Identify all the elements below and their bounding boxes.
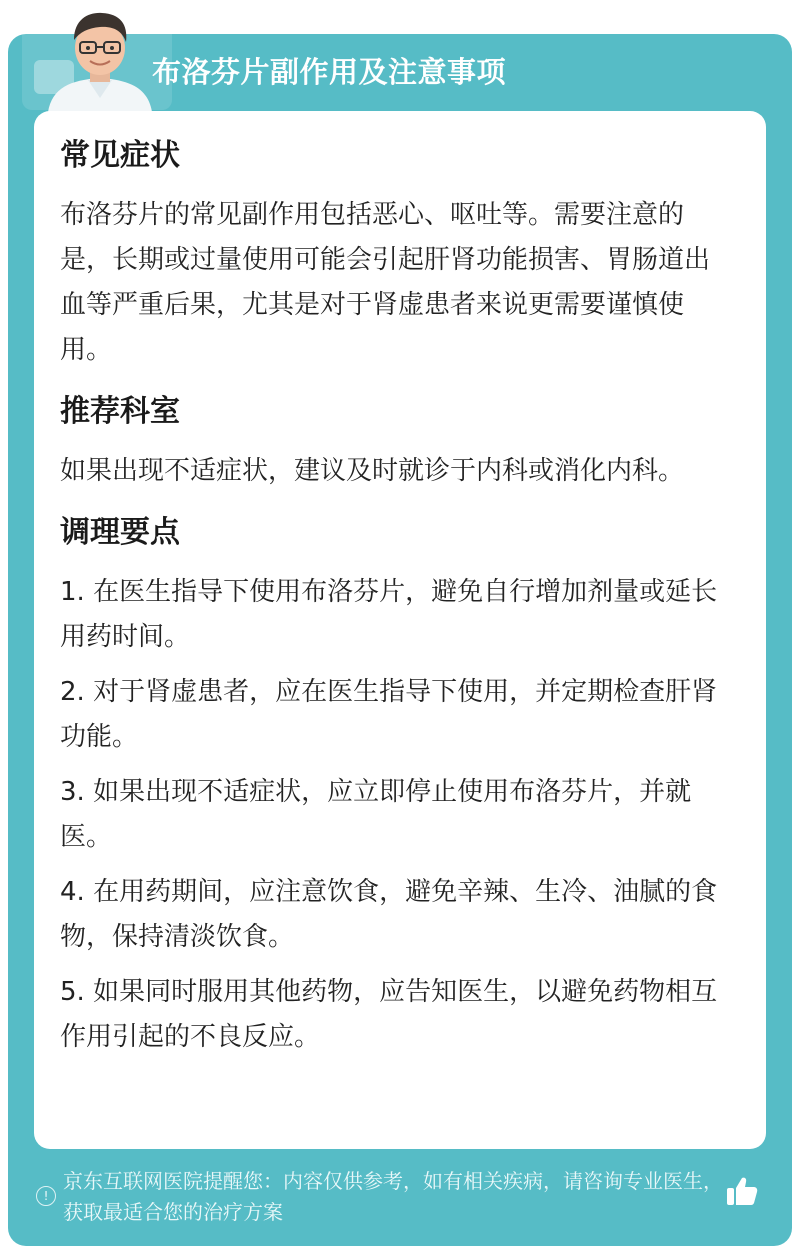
footer-disclaimer: 京东互联网医院提醒您：内容仅供参考，如有相关疾病，请咨询专业医生，获取最适合您的治疗方案 [63, 1169, 723, 1224]
list-item: 5. 如果同时服用其他药物，应告知医生，以避免药物相互作用引起的不良反应。 [60, 977, 718, 1052]
page-title: 布洛芬片副作用及注意事项 [152, 55, 507, 89]
section-title-care: 调理要点 [60, 515, 180, 550]
section-title-department: 推荐科室 [60, 394, 180, 429]
card-content [60, 131, 730, 1070]
section-text-department: 如果出现不适症状，建议及时就诊于内科或消化内科。 [60, 456, 685, 486]
section-title-symptoms: 常见症状 [60, 138, 180, 173]
list-item: 2. 对于肾虚患者，应在医生指导下使用，并定期检查肝肾功能。 [60, 677, 718, 752]
list-item: 3. 如果出现不适症状，应立即停止使用布洛芬片，并就医。 [60, 777, 692, 852]
footer [36, 1166, 796, 1236]
section-text-symptoms: 布洛芬片的常见副作用包括恶心、呕吐等。需要注意的是，长期或过量使用可能会引起肝肾功能损害、胃肠道出血等严重后果，尤其是对于肾虚患者来说更需要谨慎使用。 [60, 200, 711, 365]
info-icon: ! [36, 1186, 56, 1206]
list-item: 4. 在用药期间，应注意饮食，避免辛辣、生冷、油腻的食物，保持清淡饮食。 [60, 877, 718, 952]
content-card [34, 111, 766, 1149]
thumbs-up-icon[interactable] [725, 1174, 759, 1208]
list-item: 1. 在医生指导下使用布洛芬片，避免自行增加剂量或延长用药时间。 [60, 577, 718, 652]
doctor-avatar [40, 8, 160, 112]
